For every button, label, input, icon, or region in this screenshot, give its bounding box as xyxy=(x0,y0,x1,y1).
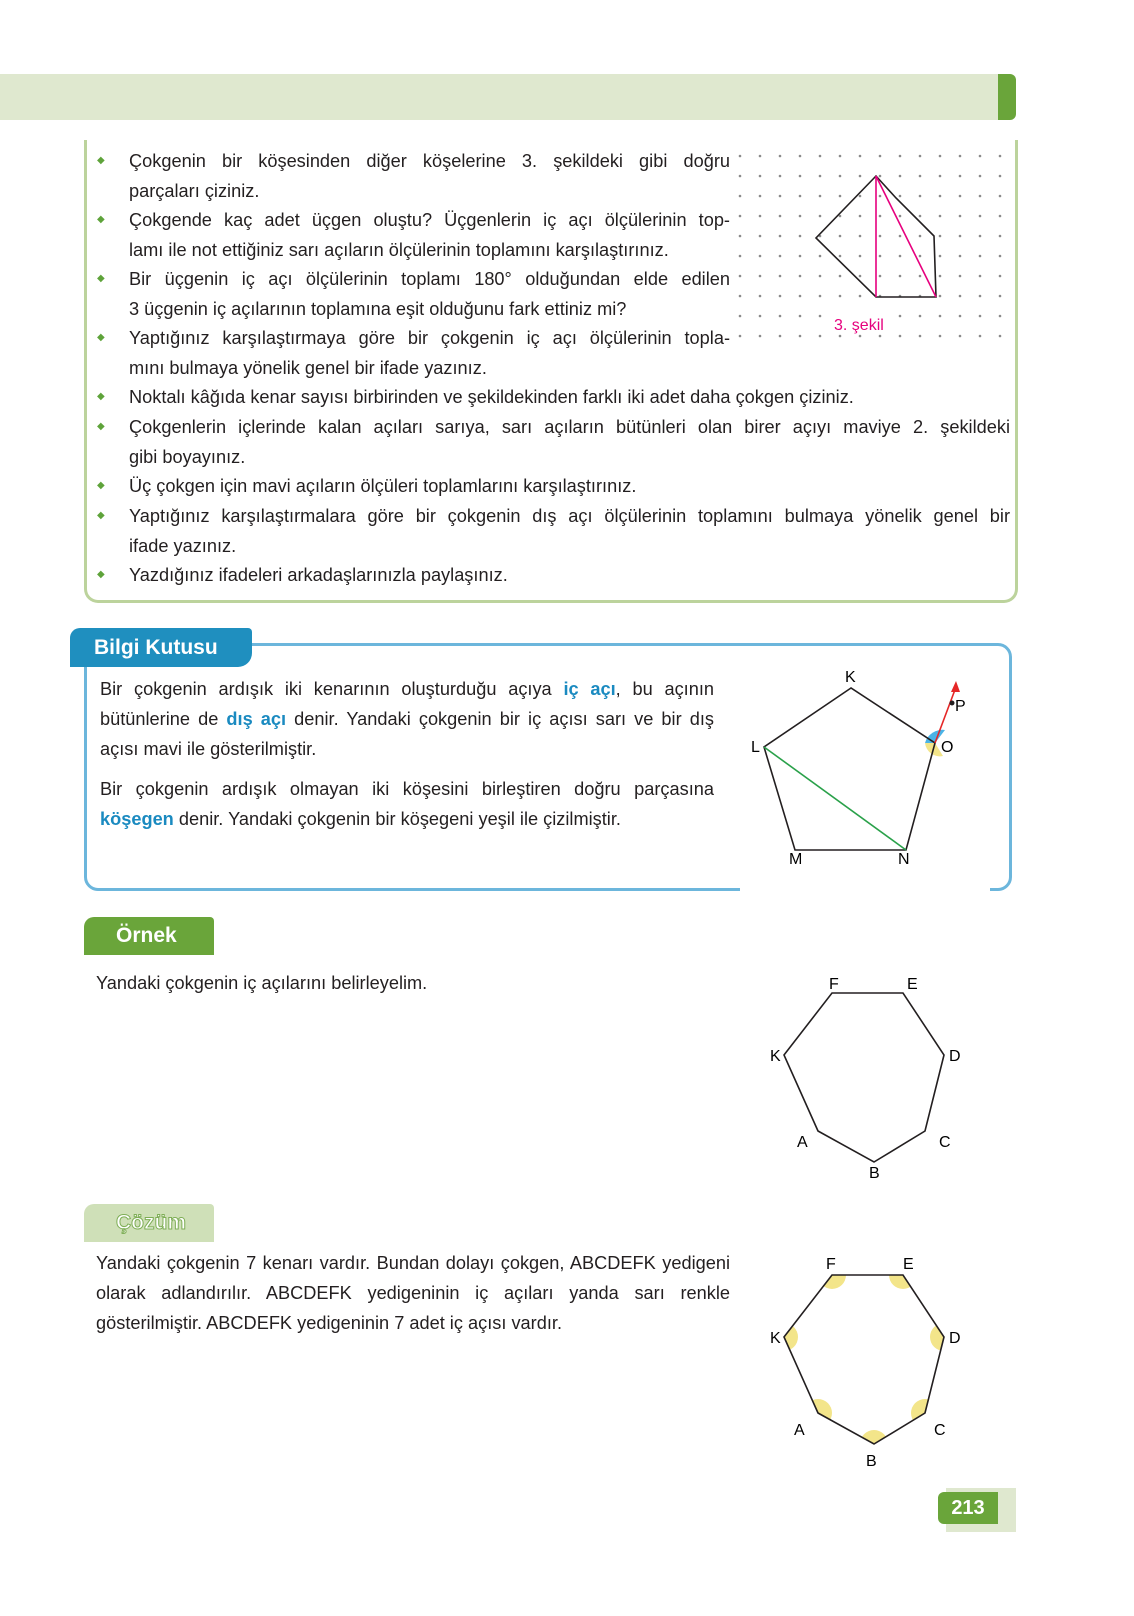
grid-dot xyxy=(939,275,942,278)
grid-dot xyxy=(899,235,902,238)
grid-dot xyxy=(859,295,862,298)
grid-dot xyxy=(959,255,962,258)
grid-dot xyxy=(999,295,1002,298)
pentagon-figure xyxy=(740,670,1010,895)
info-box-title: Bilgi Kutusu xyxy=(70,628,252,667)
grid-dot xyxy=(919,275,922,278)
diagonal-green xyxy=(764,747,906,850)
header-tab xyxy=(998,74,1016,120)
grid-dot xyxy=(879,155,882,158)
list-item xyxy=(100,146,730,206)
term-dis-aci: dış açı xyxy=(226,709,287,729)
label-e: E xyxy=(903,1256,914,1273)
list-item xyxy=(100,501,1010,561)
grid-dot xyxy=(939,235,942,238)
grid-dot xyxy=(979,315,982,318)
pentagon xyxy=(764,688,935,850)
term-ic-aci: iç açı xyxy=(563,679,616,699)
line: 3 üçgenin iç açılarının toplamına eşit olduğunu fark ettiniz mi? xyxy=(129,299,627,319)
grid-dot xyxy=(779,155,782,158)
diagonal-2 xyxy=(876,176,936,297)
grid-dot xyxy=(799,295,802,298)
label-b: B xyxy=(869,1165,880,1182)
text: denir. Yandaki çokgenin bir iç açısı sarı ve bir dış açısı mavi ile gösterilmiştir. xyxy=(100,709,714,759)
grid-dot xyxy=(879,335,882,338)
grid-dot xyxy=(839,175,842,178)
label-k: K xyxy=(770,1330,781,1347)
grid-dot xyxy=(799,215,802,218)
heptagon-solution xyxy=(760,1255,1000,1470)
grid-dot xyxy=(859,335,862,338)
info-paragraph-1 xyxy=(100,674,714,764)
grid-dot xyxy=(959,195,962,198)
grid-dot xyxy=(859,155,862,158)
grid-dot xyxy=(739,235,742,238)
grid-dot xyxy=(939,255,942,258)
label-n: N xyxy=(898,851,910,868)
solution-text: Yandaki çokgenin 7 kenarı vardır. Bundan dolayı çokgen, ABCDEFK yedigeni olarak adlandırılır. ABCDEFK yedigeninin iç açıları yanda sarı renkle gösterilmiştir. ABCDEFK yedigeninin 7 adet iç açısı vardır. xyxy=(96,1253,730,1333)
grid-dot xyxy=(879,275,882,278)
grid-dot xyxy=(999,315,1002,318)
grid-dot xyxy=(979,175,982,178)
grid-dot xyxy=(759,235,762,238)
grid-dot xyxy=(819,335,822,338)
grid-dot xyxy=(739,155,742,158)
list-item xyxy=(100,323,730,383)
grid-dot xyxy=(939,195,942,198)
grid-dot xyxy=(939,295,942,298)
label-c: C xyxy=(934,1422,946,1439)
figure-mask xyxy=(740,865,990,895)
figure-caption: 3. şekil xyxy=(834,317,884,334)
grid-dot xyxy=(839,295,842,298)
label-c: C xyxy=(939,1134,951,1151)
grid-dot xyxy=(859,255,862,258)
grid-dot xyxy=(979,235,982,238)
grid-dot xyxy=(799,235,802,238)
line: ◆ Çokgenin bir köşesinden diğer köşelerine 3. şekildeki gibi doğru xyxy=(129,151,730,171)
grid-dot xyxy=(739,255,742,258)
list-item xyxy=(100,382,1010,412)
grid-dot xyxy=(819,215,822,218)
grid-dot xyxy=(759,295,762,298)
heptagon-example xyxy=(760,975,1000,1185)
text: , bu açının bütünlerine de xyxy=(100,679,714,729)
grid-dot xyxy=(839,275,842,278)
grid-dot xyxy=(899,315,902,318)
extension-arrow xyxy=(935,687,956,743)
line: ◆ Yaptığınız karşılaştırmalara göre bir çokgenin dış açı ölçülerinin toplamını bulmaya yönelik genel bir xyxy=(129,506,1010,526)
grid-dot xyxy=(839,235,842,238)
grid-dot xyxy=(799,275,802,278)
grid-dot xyxy=(959,235,962,238)
grid-dot xyxy=(819,275,822,278)
grid-dot xyxy=(959,335,962,338)
grid-dot xyxy=(939,175,942,178)
line: gibi boyayınız. xyxy=(129,447,246,467)
grid-dot xyxy=(919,155,922,158)
grid-dot xyxy=(739,315,742,318)
grid-dot xyxy=(899,195,902,198)
grid-dot xyxy=(899,255,902,258)
grid-dot xyxy=(799,255,802,258)
grid-dot xyxy=(799,155,802,158)
grid-dot xyxy=(979,295,982,298)
grid-dot xyxy=(759,215,762,218)
grid-dot xyxy=(859,275,862,278)
grid-dot xyxy=(779,195,782,198)
grid-dot xyxy=(779,175,782,178)
grid-dot xyxy=(919,255,922,258)
grid-dot xyxy=(999,335,1002,338)
solution-title: Çözüm xyxy=(84,1204,214,1242)
label-e: E xyxy=(907,976,918,993)
line: lamı ile not ettiğiniz sarı açıların ölçülerinin toplamını karşılaştırınız. xyxy=(129,240,669,260)
grid-dot xyxy=(979,195,982,198)
grid-dot xyxy=(779,275,782,278)
label-f: F xyxy=(829,976,839,993)
grid-dot xyxy=(879,235,882,238)
grid-dot xyxy=(759,155,762,158)
grid-dot xyxy=(759,255,762,258)
line: ◆ Yaptığınız karşılaştırmaya göre bir çokgenin iç açı ölçülerinin topla- xyxy=(129,328,730,348)
grid-dot xyxy=(839,195,842,198)
line: ◆ Üç çokgen için mavi açıların ölçüleri toplamlarını karşılaştırınız. xyxy=(129,476,637,496)
grid-dot xyxy=(879,175,882,178)
grid-dot xyxy=(839,335,842,338)
example-text: Yandaki çokgenin iç açılarını belirleyelim. xyxy=(96,973,428,993)
figure-3-dot-grid xyxy=(738,140,1018,355)
grid-dot xyxy=(859,215,862,218)
grid-dot xyxy=(819,195,822,198)
line: ◆ Noktalı kâğıda kenar sayısı birbirinden ve şekildekinden farklı iki adet daha çokgen çiziniz. xyxy=(129,387,854,407)
grid-dot xyxy=(939,215,942,218)
grid-dot xyxy=(939,315,942,318)
grid-dot xyxy=(959,155,962,158)
grid-dot xyxy=(959,315,962,318)
grid-dot xyxy=(819,175,822,178)
grid-dot xyxy=(739,195,742,198)
grid-dot xyxy=(799,335,802,338)
line: ◆ Yazdığınız ifadeleri arkadaşlarınızla paylaşınız. xyxy=(129,565,508,585)
grid-dot xyxy=(899,335,902,338)
grid-dot xyxy=(739,175,742,178)
grid-dot xyxy=(979,335,982,338)
grid-dot xyxy=(919,335,922,338)
label-k: K xyxy=(845,670,856,686)
grid-dot xyxy=(979,215,982,218)
grid-dot xyxy=(799,195,802,198)
example-title: Örnek xyxy=(84,917,214,955)
grid-dot xyxy=(959,275,962,278)
list-item xyxy=(100,205,730,265)
label-m: M xyxy=(789,851,803,868)
text: denir. Yandaki çokgenin bir köşegeni yeşil ile çizilmiştir. xyxy=(173,809,621,829)
grid-dot xyxy=(759,195,762,198)
grid-dot xyxy=(959,175,962,178)
line: ifade yazınız. xyxy=(129,536,237,556)
grid-dot xyxy=(979,255,982,258)
grid-dot xyxy=(999,155,1002,158)
grid-dot xyxy=(779,235,782,238)
grid-dot xyxy=(959,215,962,218)
term-kosegen: köşegen xyxy=(100,809,174,829)
line: ◆ Bir üçgenin iç açı ölçülerinin toplamı 180° olduğundan elde edilen xyxy=(129,269,730,289)
label-k: K xyxy=(770,1048,781,1065)
grid-dot xyxy=(939,155,942,158)
grid-dot xyxy=(899,155,902,158)
grid-dot xyxy=(859,175,862,178)
grid-dot xyxy=(919,195,922,198)
grid-dot xyxy=(799,175,802,178)
grid-dot xyxy=(979,275,982,278)
grid-dot xyxy=(899,275,902,278)
grid-dot xyxy=(899,215,902,218)
grid-dot xyxy=(999,175,1002,178)
grid-dot xyxy=(999,235,1002,238)
grid-dot xyxy=(859,235,862,238)
grid-dot xyxy=(819,155,822,158)
grid-dot xyxy=(999,255,1002,258)
label-d: D xyxy=(949,1330,961,1347)
grid-dot xyxy=(979,155,982,158)
grid-dot xyxy=(999,195,1002,198)
grid-dot xyxy=(879,195,882,198)
grid-dot xyxy=(959,295,962,298)
line: parçaları çiziniz. xyxy=(129,181,260,201)
header-band xyxy=(0,74,1002,120)
grid-dot xyxy=(859,195,862,198)
grid-dot xyxy=(739,295,742,298)
label-p: P xyxy=(955,698,966,715)
grid-dot xyxy=(999,275,1002,278)
heptagon xyxy=(784,1275,944,1444)
grid-dot xyxy=(759,335,762,338)
grid-dot xyxy=(779,215,782,218)
list-item xyxy=(100,471,1010,501)
page-number: 213 xyxy=(938,1492,998,1524)
grid-dot xyxy=(839,255,842,258)
list-item xyxy=(100,412,1010,472)
list-item xyxy=(100,560,1010,590)
text: Bir çokgenin ardışık olmayan iki köşesini birleştiren doğru parçasına xyxy=(100,779,714,799)
grid-dot xyxy=(739,215,742,218)
grid-dot xyxy=(779,335,782,338)
grid-dot xyxy=(759,175,762,178)
label-d: D xyxy=(949,1048,961,1065)
grid-dot xyxy=(879,215,882,218)
point-p xyxy=(950,701,955,706)
grid-dot xyxy=(799,315,802,318)
label-o: O xyxy=(941,739,954,756)
grid-dot xyxy=(819,255,822,258)
text: Bir çokgenin ardışık iki kenarının oluşturduğu açıya xyxy=(100,679,564,699)
grid-dot xyxy=(759,275,762,278)
info-paragraph-2 xyxy=(100,774,714,834)
grid-dot xyxy=(879,255,882,258)
arrow-head xyxy=(951,681,960,692)
grid-dot xyxy=(819,315,822,318)
label-f: F xyxy=(826,1256,836,1273)
grid-dot xyxy=(739,275,742,278)
label-a: A xyxy=(794,1422,805,1439)
heptagon xyxy=(784,993,944,1162)
label-a: A xyxy=(797,1134,808,1151)
grid-dot xyxy=(919,315,922,318)
grid-dot xyxy=(779,255,782,258)
label-b: B xyxy=(866,1453,877,1470)
grid-dot xyxy=(839,155,842,158)
grid-dot xyxy=(819,295,822,298)
line: mını bulmaya yönelik genel bir ifade yazınız. xyxy=(129,358,487,378)
grid-dot xyxy=(919,215,922,218)
line: ◆ Çokgende kaç adet üçgen oluştu? Üçgenlerin iç açı ölçülerinin top- xyxy=(129,210,730,230)
grid-dot xyxy=(759,315,762,318)
grid-dot xyxy=(779,295,782,298)
grid-dot xyxy=(919,175,922,178)
grid-dot xyxy=(999,215,1002,218)
line: ◆ Çokgenlerin içlerinde kalan açıları sarıya, sarı açıların bütünleri olan birer açıyı maviye 2. şekildeki xyxy=(129,417,1010,437)
grid-dot xyxy=(739,335,742,338)
grid-dot xyxy=(779,315,782,318)
grid-dot xyxy=(899,175,902,178)
grid-dot xyxy=(939,335,942,338)
grid-dot xyxy=(919,235,922,238)
list-item xyxy=(100,264,730,324)
label-l: L xyxy=(751,739,760,756)
